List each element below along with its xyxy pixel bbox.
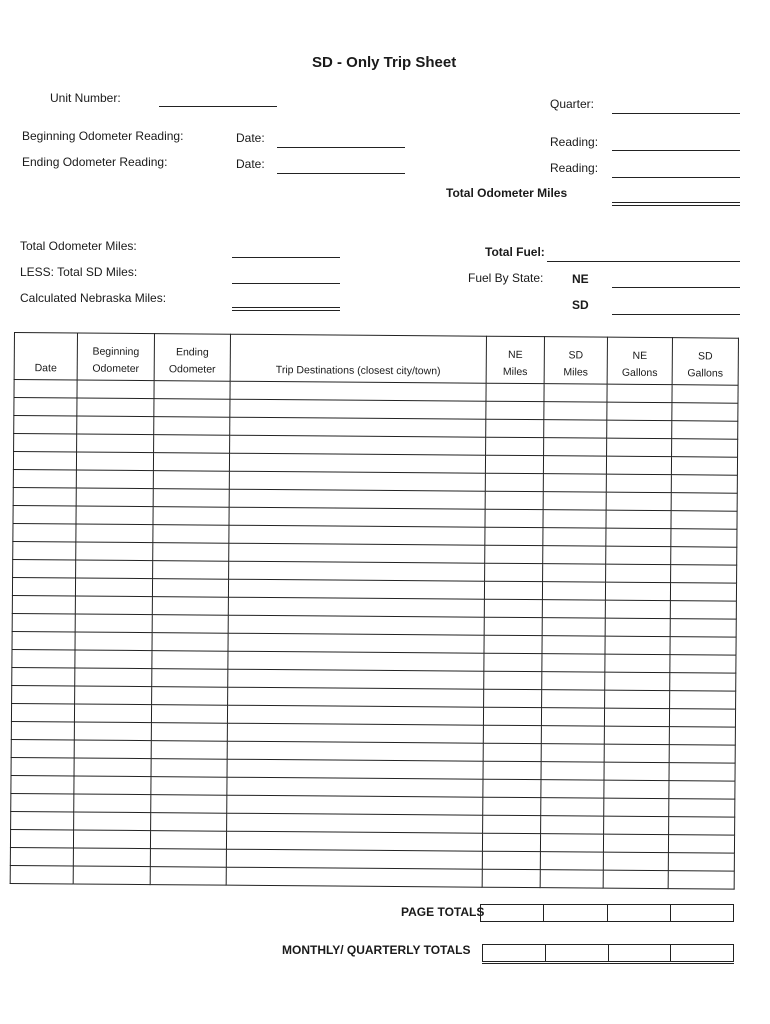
cell-ne-miles[interactable] — [484, 671, 542, 689]
state-sd-label: SD — [572, 298, 589, 312]
cell-sd-miles[interactable] — [543, 546, 606, 564]
fuel-by-state-label: Fuel By State: — [468, 271, 544, 285]
cell-trip-destination[interactable] — [229, 471, 485, 491]
cell-ne-miles[interactable] — [485, 527, 543, 545]
cell-sd-gallons[interactable] — [669, 781, 735, 800]
cell-sd-gallons[interactable] — [670, 637, 736, 656]
cell-sd-gallons[interactable] — [671, 547, 737, 566]
cell-sd-miles[interactable] — [541, 744, 604, 762]
cell-sd-miles[interactable] — [544, 402, 607, 420]
cell-ending-odometer[interactable] — [150, 849, 226, 868]
cell-sd-miles[interactable] — [542, 618, 605, 636]
cell-ne-miles[interactable] — [485, 491, 543, 509]
less-sd-miles-label: LESS: Total SD Miles: — [20, 265, 138, 279]
cell-date[interactable] — [12, 577, 75, 595]
trip-log-table — [10, 332, 739, 890]
unit-number-field[interactable] — [159, 106, 277, 107]
reading-2-field[interactable] — [612, 177, 740, 178]
cell-sd-miles[interactable] — [543, 564, 606, 582]
cell-ne-miles[interactable] — [482, 869, 540, 887]
col-header-sd-gallons: SD Gallons — [672, 338, 738, 386]
cell-sd-gallons[interactable] — [669, 817, 735, 836]
cell-sd-miles[interactable] — [541, 762, 604, 780]
cell-sd-gallons[interactable] — [671, 457, 737, 476]
cell-beginning-odometer[interactable] — [75, 578, 152, 597]
cell-sd-miles[interactable] — [544, 384, 607, 402]
cell-ne-miles[interactable] — [483, 707, 541, 725]
cell-beginning-odometer[interactable] — [73, 848, 150, 867]
cell-ne-gallons[interactable] — [607, 438, 672, 457]
cell-ne-gallons[interactable] — [605, 618, 670, 637]
total-odometer-miles-heading: Total Odometer Miles — [446, 186, 568, 200]
cell-sd-gallons[interactable] — [670, 601, 736, 620]
cell-ne-gallons[interactable] — [605, 600, 670, 619]
cell-ending-odometer[interactable] — [154, 381, 230, 400]
monthly-quarterly-totals-label: MONTHLY/ QUARTERLY TOTALS — [282, 943, 471, 957]
cell-trip-destination[interactable] — [228, 579, 484, 599]
cell-ending-odometer[interactable] — [152, 579, 228, 598]
quarter-field[interactable] — [612, 113, 740, 114]
cell-ending-odometer[interactable] — [154, 417, 230, 436]
col-header-trip-destinations: Trip Destinations (closest city/town) — [230, 334, 486, 383]
cell-ne-gallons[interactable] — [606, 492, 671, 511]
cell-date[interactable] — [14, 398, 77, 416]
cell-date[interactable] — [12, 667, 75, 685]
cell-ne-miles[interactable] — [483, 779, 541, 797]
cell-beginning-odometer[interactable] — [74, 776, 151, 795]
cell-ending-odometer[interactable] — [153, 471, 229, 490]
cell-sd-gallons[interactable] — [669, 745, 735, 764]
cell-sd-gallons[interactable] — [669, 763, 735, 782]
cell-sd-gallons[interactable] — [670, 691, 736, 710]
cell-trip-destination[interactable] — [228, 669, 484, 689]
cell-sd-gallons[interactable] — [669, 799, 735, 818]
col-header-ne-miles: NE Miles — [486, 336, 544, 383]
cell-sd-miles[interactable] — [542, 654, 605, 672]
cell-ending-odometer[interactable] — [151, 759, 227, 778]
reading-2-label: Reading: — [550, 161, 599, 175]
cell-trip-destination[interactable] — [227, 759, 483, 779]
cell-ne-miles[interactable] — [484, 581, 542, 599]
cell-trip-destination[interactable] — [228, 633, 484, 653]
cell-beginning-odometer[interactable] — [77, 416, 154, 435]
cell-beginning-odometer[interactable] — [77, 434, 154, 453]
cell-sd-gallons[interactable] — [671, 529, 737, 548]
cell-sd-gallons[interactable] — [671, 475, 737, 494]
cell-ne-miles[interactable] — [485, 509, 543, 527]
date-2-field[interactable] — [277, 173, 405, 174]
cell-ending-odometer[interactable] — [153, 543, 229, 562]
cell-ending-odometer[interactable] — [151, 723, 227, 742]
monthly-total-sd-gallons[interactable] — [671, 945, 734, 963]
quarter-label: Quarter: — [550, 97, 595, 111]
cell-ending-odometer[interactable] — [151, 795, 227, 814]
cell-ne-miles[interactable] — [484, 635, 542, 653]
cell-ending-odometer[interactable] — [150, 867, 226, 886]
cell-sd-miles[interactable] — [544, 438, 607, 456]
page-title: SD - Only Trip Sheet — [312, 54, 457, 71]
cell-date[interactable] — [13, 505, 76, 523]
cell-ne-gallons[interactable] — [604, 762, 669, 781]
cell-trip-destination[interactable] — [229, 453, 485, 473]
cell-sd-gallons[interactable] — [671, 565, 737, 584]
cell-ne-miles[interactable] — [485, 563, 543, 581]
cell-ending-odometer[interactable] — [153, 507, 229, 526]
cell-trip-destination[interactable] — [229, 489, 485, 509]
cell-sd-gallons[interactable] — [672, 385, 738, 404]
cell-sd-gallons[interactable] — [670, 673, 736, 692]
date-1-field[interactable] — [277, 147, 405, 148]
trip-log-sheet — [10, 332, 740, 904]
cell-sd-miles[interactable] — [543, 456, 606, 474]
cell-trip-destination[interactable] — [227, 741, 483, 761]
cell-date[interactable] — [11, 703, 74, 721]
cell-ne-miles[interactable] — [482, 851, 540, 869]
cell-date[interactable] — [13, 452, 76, 470]
page-total-ne-gallons[interactable] — [607, 905, 670, 922]
cell-sd-miles[interactable] — [541, 708, 604, 726]
cell-beginning-odometer[interactable] — [74, 722, 151, 741]
cell-ending-odometer[interactable] — [153, 489, 229, 508]
cell-sd-miles[interactable] — [542, 636, 605, 654]
cell-ending-odometer[interactable] — [151, 741, 227, 760]
cell-trip-destination[interactable] — [228, 615, 484, 635]
cell-date[interactable] — [12, 685, 75, 703]
cell-trip-destination[interactable] — [230, 435, 486, 455]
page-totals-table — [480, 904, 734, 922]
cell-trip-destination[interactable] — [228, 687, 484, 707]
cell-date[interactable] — [10, 847, 73, 865]
cell-ne-miles[interactable] — [484, 617, 542, 635]
cell-sd-gallons[interactable] — [672, 403, 738, 422]
cell-ne-miles[interactable] — [486, 401, 544, 419]
cell-ne-gallons[interactable] — [604, 798, 669, 817]
cell-ending-odometer[interactable] — [152, 615, 228, 634]
cell-sd-miles[interactable] — [543, 474, 606, 492]
cell-sd-gallons[interactable] — [671, 511, 737, 530]
cell-ending-odometer[interactable] — [153, 453, 229, 472]
state-ne-label: NE — [572, 272, 589, 286]
cell-date[interactable] — [13, 541, 76, 559]
cell-ne-gallons[interactable] — [605, 582, 670, 601]
cell-date[interactable] — [11, 793, 74, 811]
cell-ne-miles[interactable] — [484, 599, 542, 617]
cell-ending-odometer[interactable] — [150, 831, 226, 850]
cell-sd-miles[interactable] — [540, 852, 603, 870]
less-sd-miles-field[interactable] — [232, 283, 340, 284]
cell-date[interactable] — [12, 613, 75, 631]
cell-ending-odometer[interactable] — [151, 813, 227, 832]
cell-sd-miles[interactable] — [541, 780, 604, 798]
cell-sd-miles[interactable] — [542, 582, 605, 600]
col-header-sd-miles: SD Miles — [544, 337, 607, 384]
cell-ne-gallons[interactable] — [606, 546, 671, 565]
col-header-date: Date — [14, 333, 77, 380]
cell-ne-gallons[interactable] — [603, 834, 668, 853]
cell-beginning-odometer[interactable] — [75, 686, 152, 705]
cell-sd-miles[interactable] — [543, 528, 606, 546]
cell-sd-miles[interactable] — [540, 834, 603, 852]
cell-sd-miles[interactable] — [541, 816, 604, 834]
total-fuel-field[interactable] — [547, 261, 740, 262]
cell-ne-gallons[interactable] — [605, 654, 670, 673]
unit-number-label: Unit Number: — [50, 91, 121, 105]
cell-ne-gallons[interactable] — [607, 384, 672, 403]
cell-date[interactable] — [11, 775, 74, 793]
total-fuel-label: Total Fuel: — [485, 245, 545, 259]
cell-ne-miles[interactable] — [482, 833, 540, 851]
reading-1-field[interactable] — [612, 150, 740, 151]
cell-trip-destination[interactable] — [227, 795, 483, 815]
cell-ne-gallons[interactable] — [606, 456, 671, 475]
cell-sd-miles[interactable] — [542, 600, 605, 618]
table-header-row — [14, 333, 738, 386]
cell-ne-gallons[interactable] — [604, 726, 669, 745]
cell-trip-destination[interactable] — [228, 651, 484, 671]
cell-ending-odometer[interactable] — [152, 669, 228, 688]
calc-nebraska-miles-label: Calculated Nebraska Miles: — [20, 291, 167, 305]
total-odometer-miles-field[interactable] — [612, 202, 740, 206]
cell-ne-gallons[interactable] — [606, 474, 671, 493]
cell-ending-odometer[interactable] — [152, 597, 228, 616]
cell-ne-gallons[interactable] — [605, 672, 670, 691]
cell-beginning-odometer[interactable] — [75, 668, 152, 687]
cell-beginning-odometer[interactable] — [76, 506, 153, 525]
fuel-sd-field[interactable] — [612, 314, 740, 315]
cell-ne-miles[interactable] — [485, 473, 543, 491]
cell-sd-gallons[interactable] — [672, 421, 738, 440]
cell-ne-gallons[interactable] — [606, 528, 671, 547]
cell-date[interactable] — [11, 757, 74, 775]
cell-trip-destination[interactable] — [230, 399, 486, 419]
cell-ne-miles[interactable] — [483, 797, 541, 815]
cell-trip-destination[interactable] — [227, 813, 483, 833]
cell-sd-gallons[interactable] — [668, 835, 734, 854]
cell-beginning-odometer[interactable] — [75, 614, 152, 633]
page-total-sd-gallons[interactable] — [670, 905, 733, 922]
cell-beginning-odometer[interactable] — [75, 632, 152, 651]
fuel-ne-field[interactable] — [612, 287, 740, 288]
cell-ne-miles[interactable] — [484, 653, 542, 671]
cell-beginning-odometer[interactable] — [74, 794, 151, 813]
monthly-totals-table — [482, 944, 734, 964]
page-total-sd-miles[interactable] — [544, 905, 607, 922]
cell-beginning-odometer[interactable] — [76, 452, 153, 471]
cell-date[interactable] — [11, 721, 74, 739]
cell-trip-destination[interactable] — [229, 543, 485, 563]
ending-odometer-label: Ending Odometer Reading: — [22, 155, 168, 169]
cell-beginning-odometer[interactable] — [77, 398, 154, 417]
cell-date[interactable] — [10, 865, 73, 883]
cell-trip-destination[interactable] — [229, 525, 485, 545]
monthly-total-sd-miles[interactable] — [545, 945, 608, 963]
cell-trip-destination[interactable] — [229, 561, 485, 581]
cell-sd-miles[interactable] — [543, 492, 606, 510]
cell-ne-gallons[interactable] — [607, 402, 672, 421]
cell-ne-gallons[interactable] — [604, 816, 669, 835]
cell-date[interactable] — [13, 487, 76, 505]
cell-ne-miles[interactable] — [486, 383, 544, 401]
cell-beginning-odometer[interactable] — [75, 596, 152, 615]
cell-ending-odometer[interactable] — [154, 399, 230, 418]
cell-beginning-odometer[interactable] — [76, 488, 153, 507]
cell-ne-miles[interactable] — [485, 545, 543, 563]
cell-trip-destination[interactable] — [226, 831, 482, 851]
col-header-ending-odometer: Ending Odometer — [154, 334, 230, 382]
cell-trip-destination[interactable] — [228, 597, 484, 617]
cell-sd-gallons[interactable] — [672, 439, 738, 458]
cell-date[interactable] — [14, 434, 77, 452]
page-totals-label: PAGE TOTALS — [401, 905, 485, 919]
cell-ending-odometer[interactable] — [152, 651, 228, 670]
cell-sd-gallons[interactable] — [669, 709, 735, 728]
cell-date[interactable] — [13, 523, 76, 541]
reading-1-label: Reading: — [550, 135, 599, 149]
cell-ne-gallons[interactable] — [604, 744, 669, 763]
cell-ending-odometer[interactable] — [153, 525, 229, 544]
cell-beginning-odometer[interactable] — [74, 758, 151, 777]
col-header-beginning-odometer: Beginning Odometer — [77, 333, 154, 381]
cell-beginning-odometer[interactable] — [76, 470, 153, 489]
cell-sd-gallons[interactable] — [670, 583, 736, 602]
cell-ending-odometer[interactable] — [152, 687, 228, 706]
cell-ne-miles[interactable] — [483, 725, 541, 743]
col-header-ne-gallons: NE Gallons — [607, 337, 672, 385]
cell-date[interactable] — [11, 811, 74, 829]
cell-sd-gallons[interactable] — [668, 871, 734, 890]
cell-beginning-odometer[interactable] — [76, 542, 153, 561]
cell-ending-odometer[interactable] — [152, 633, 228, 652]
cell-trip-destination[interactable] — [227, 777, 483, 797]
cell-sd-miles[interactable] — [542, 672, 605, 690]
cell-ending-odometer[interactable] — [154, 435, 230, 454]
cell-date[interactable] — [12, 595, 75, 613]
cell-ne-gallons[interactable] — [606, 510, 671, 529]
cell-ne-gallons[interactable] — [607, 420, 672, 439]
page-total-ne-miles[interactable] — [481, 905, 544, 922]
cell-trip-destination[interactable] — [227, 723, 483, 743]
cell-sd-miles[interactable] — [541, 726, 604, 744]
cell-date[interactable] — [14, 380, 77, 398]
cell-ne-gallons[interactable] — [603, 852, 668, 871]
cell-beginning-odometer[interactable] — [74, 740, 151, 759]
beginning-odometer-label: Beginning Odometer Reading: — [22, 129, 184, 143]
cell-ending-odometer[interactable] — [153, 561, 229, 580]
cell-sd-miles[interactable] — [544, 420, 607, 438]
date-2-label: Date: — [236, 157, 265, 171]
cell-date[interactable] — [14, 416, 77, 434]
total-odometer-miles-input[interactable] — [232, 257, 340, 258]
monthly-total-ne-gallons[interactable] — [608, 945, 671, 963]
monthly-total-ne-miles[interactable] — [483, 945, 546, 963]
cell-sd-miles[interactable] — [540, 870, 603, 888]
cell-trip-destination[interactable] — [227, 705, 483, 725]
cell-sd-gallons[interactable] — [670, 655, 736, 674]
cell-ne-gallons[interactable] — [606, 564, 671, 583]
cell-beginning-odometer[interactable] — [75, 650, 152, 669]
calc-nebraska-miles-field[interactable] — [232, 307, 340, 311]
cell-date[interactable] — [11, 739, 74, 757]
cell-date[interactable] — [13, 469, 76, 487]
cell-date[interactable] — [12, 649, 75, 667]
cell-date[interactable] — [13, 559, 76, 577]
cell-ne-gallons[interactable] — [603, 870, 668, 889]
cell-ne-miles[interactable] — [483, 761, 541, 779]
cell-beginning-odometer[interactable] — [74, 812, 151, 831]
cell-trip-destination[interactable] — [226, 849, 482, 869]
cell-beginning-odometer[interactable] — [77, 380, 154, 399]
date-1-label: Date: — [236, 131, 265, 145]
cell-date[interactable] — [12, 631, 75, 649]
cell-trip-destination[interactable] — [229, 507, 485, 527]
cell-ending-odometer[interactable] — [151, 777, 227, 796]
cell-ne-miles[interactable] — [483, 815, 541, 833]
cell-sd-miles[interactable] — [541, 798, 604, 816]
cell-beginning-odometer[interactable] — [73, 830, 150, 849]
cell-sd-gallons[interactable] — [671, 493, 737, 512]
cell-ne-gallons[interactable] — [604, 780, 669, 799]
cell-ne-miles[interactable] — [484, 689, 542, 707]
cell-beginning-odometer[interactable] — [76, 524, 153, 543]
cell-ne-miles[interactable] — [483, 743, 541, 761]
cell-ne-gallons[interactable] — [605, 690, 670, 709]
cell-sd-miles[interactable] — [542, 690, 605, 708]
cell-date[interactable] — [10, 829, 73, 847]
cell-ne-gallons[interactable] — [605, 636, 670, 655]
cell-beginning-odometer[interactable] — [74, 704, 151, 723]
cell-ne-gallons[interactable] — [604, 708, 669, 727]
cell-beginning-odometer[interactable] — [73, 866, 150, 885]
cell-ne-miles[interactable] — [486, 437, 544, 455]
cell-sd-gallons[interactable] — [668, 853, 734, 872]
cell-trip-destination[interactable] — [230, 381, 486, 401]
total-odometer-miles-label: Total Odometer Miles: — [20, 239, 137, 253]
cell-sd-gallons[interactable] — [670, 619, 736, 638]
cell-sd-gallons[interactable] — [669, 727, 735, 746]
cell-trip-destination[interactable] — [226, 867, 482, 887]
cell-ne-miles[interactable] — [486, 419, 544, 437]
cell-ending-odometer[interactable] — [151, 705, 227, 724]
cell-ne-miles[interactable] — [485, 455, 543, 473]
cell-beginning-odometer[interactable] — [76, 560, 153, 579]
cell-sd-miles[interactable] — [543, 510, 606, 528]
cell-trip-destination[interactable] — [230, 417, 486, 437]
